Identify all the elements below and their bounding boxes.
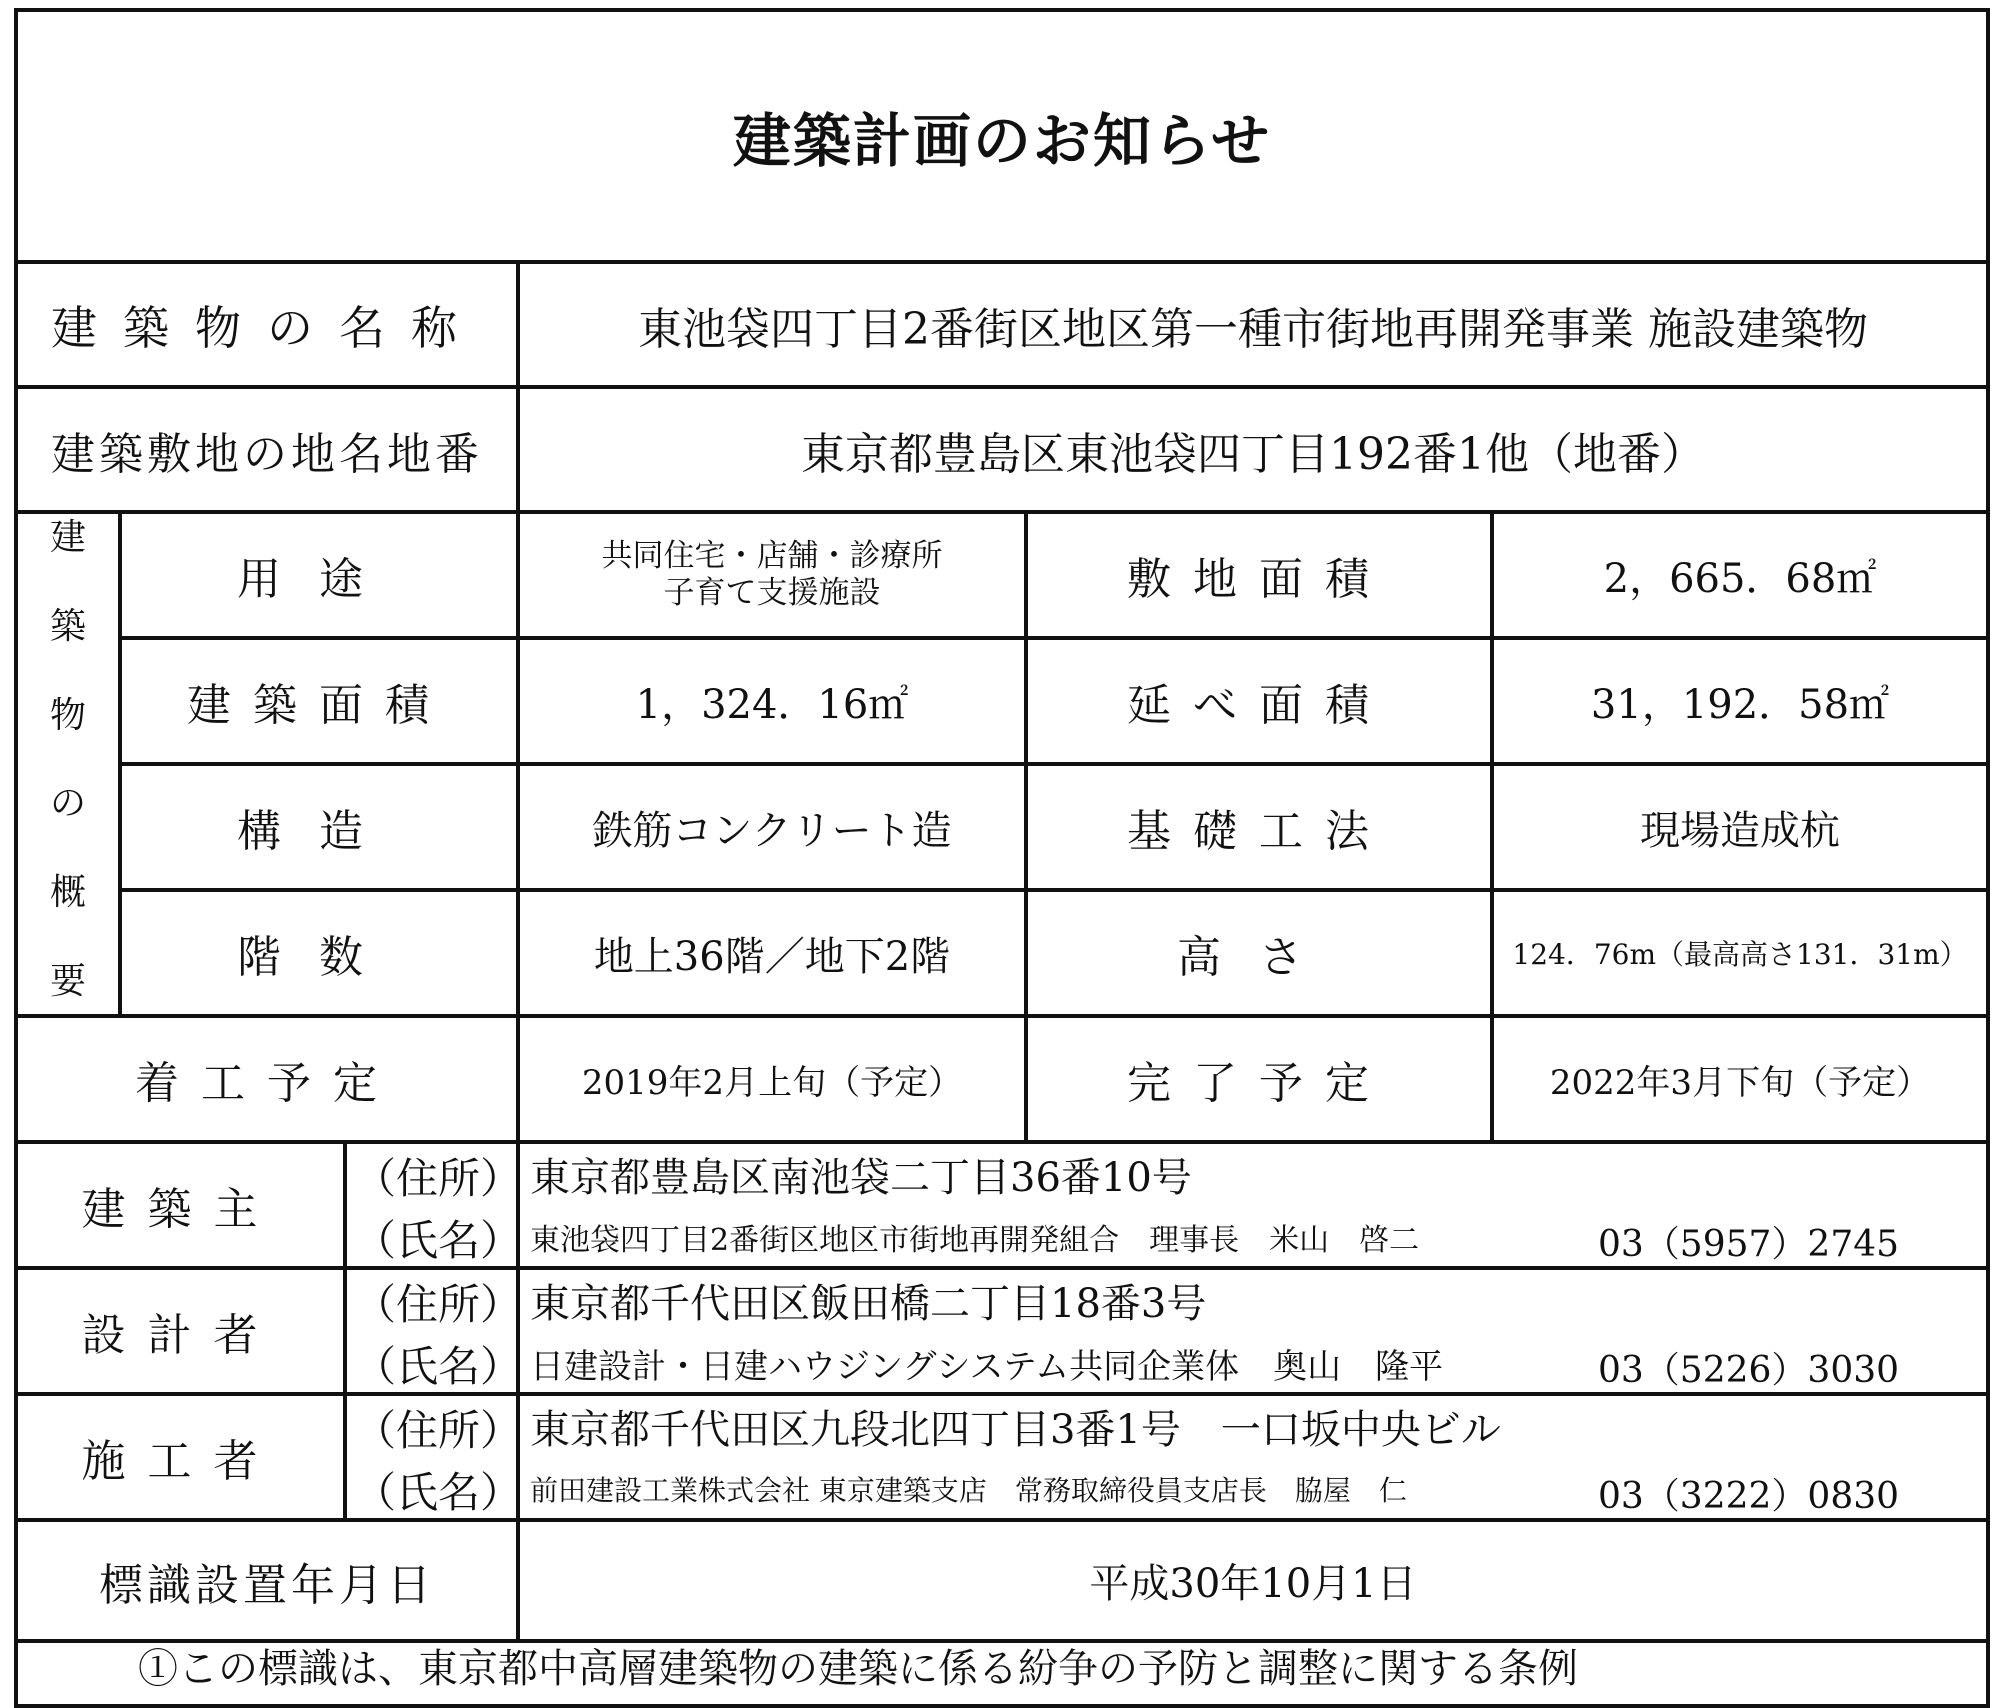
owner-address: 東京都豊島区南池袋二丁目36番10号 (530, 1154, 1192, 1201)
use-label: 用途 (237, 554, 401, 605)
building-name-value: 東池袋四丁目2番街区地区第一種市街地再開発事業 施設建築物 (638, 303, 1868, 355)
owner-name: 東池袋四丁目2番街区地区市街地再開発組合 理事長 米山 啓二 (530, 1223, 1420, 1258)
site-area-label: 敷地面積 (1127, 554, 1391, 605)
height-value: 124．76m（最高高さ131．31m） (1512, 938, 1968, 971)
overview-char: 建 (49, 517, 86, 558)
structure-label: 構造 (237, 806, 401, 857)
overview-char: 物 (49, 694, 86, 736)
contractor-name: 前田建設工業株式会社 東京建築支店 常務取締役員支店長 脇屋 仁 (530, 1474, 1407, 1507)
site-address-value: 東京都豊島区東池袋四丁目192番1他（地番） (801, 428, 1705, 480)
contractor-name-label: （氏名） (354, 1468, 523, 1517)
building-plan-notice-sign (14, 8, 1990, 1708)
designer-address-label: （住所） (354, 1280, 523, 1329)
designer-name-label: （氏名） (354, 1342, 523, 1391)
completion-value: 2022年3月下旬（予定） (1549, 1062, 1931, 1103)
posted-date-value: 平成30年10月1日 (1089, 1561, 1417, 1607)
site-area-value: 2，665．68㎡ (1603, 555, 1877, 602)
floors-label: 階数 (237, 932, 401, 983)
contractor-tel: 03（3222）0830 (1598, 1476, 1900, 1517)
structure-value: 鉄筋コンクリート造 (592, 807, 952, 854)
building-area-value: 1，324．16㎡ (635, 681, 909, 728)
page-title: 建築計画のお知らせ (732, 107, 1272, 175)
use-value-line: 子育て支援施設 (663, 575, 881, 611)
designer-address: 東京都千代田区飯田橋二丁目18番3号 (530, 1280, 1207, 1327)
floors-value: 地上36階／地下2階 (593, 933, 951, 980)
building-name-label: 建築物の名称 (51, 300, 483, 355)
site-address-label: 建築敷地の地名地番 (51, 428, 483, 480)
owner-tel: 03（5957）2745 (1598, 1224, 1900, 1265)
overview-char: 要 (49, 960, 86, 1002)
foundation-label: 基礎工法 (1127, 806, 1391, 857)
overview-char: 概 (49, 872, 86, 914)
total-floor-area-value: 31，192．58㎡ (1590, 681, 1890, 728)
construction-start-value: 2019年2月上旬（予定） (581, 1062, 963, 1103)
overview-char: 築 (49, 605, 86, 647)
construction-start-label: 着工予定 (135, 1058, 399, 1109)
total-floor-area-label: 延べ面積 (1127, 680, 1391, 731)
building-area-label: 建築面積 (187, 680, 451, 731)
contractor-label: 施工者 (81, 1436, 280, 1487)
use-value-line: 共同住宅・店舗・診療所 (601, 537, 943, 574)
footnote: ①この標識は、東京都中高層建築物の建築に係る紛争の予防と調整に関する条例 (138, 1645, 1578, 1692)
designer-name: 日建設計・日建ハウジングシステム共同企業体 奥山 隆平 (530, 1346, 1444, 1387)
completion-label: 完了予定 (1127, 1058, 1391, 1109)
contractor-address: 東京都千代田区九段北四丁目3番1号 一口坂中央ビル (530, 1406, 1501, 1453)
owner-name-label: （氏名） (354, 1216, 523, 1265)
use-value (520, 514, 1024, 636)
designer-tel: 03（5226）3030 (1598, 1350, 1900, 1391)
posted-date-label: 標識設置年月日 (99, 1559, 435, 1611)
foundation-value: 現場造成杭 (1640, 807, 1840, 854)
height-label: 高さ (1177, 932, 1341, 983)
contractor-address-label: （住所） (354, 1406, 523, 1455)
designer-label: 設計者 (81, 1310, 280, 1361)
overview-group-label (18, 514, 118, 1014)
owner-address-label: （住所） (354, 1154, 523, 1203)
overview-char: の (49, 783, 86, 825)
owner-label: 建築主 (81, 1184, 280, 1235)
divider (343, 1140, 347, 1518)
